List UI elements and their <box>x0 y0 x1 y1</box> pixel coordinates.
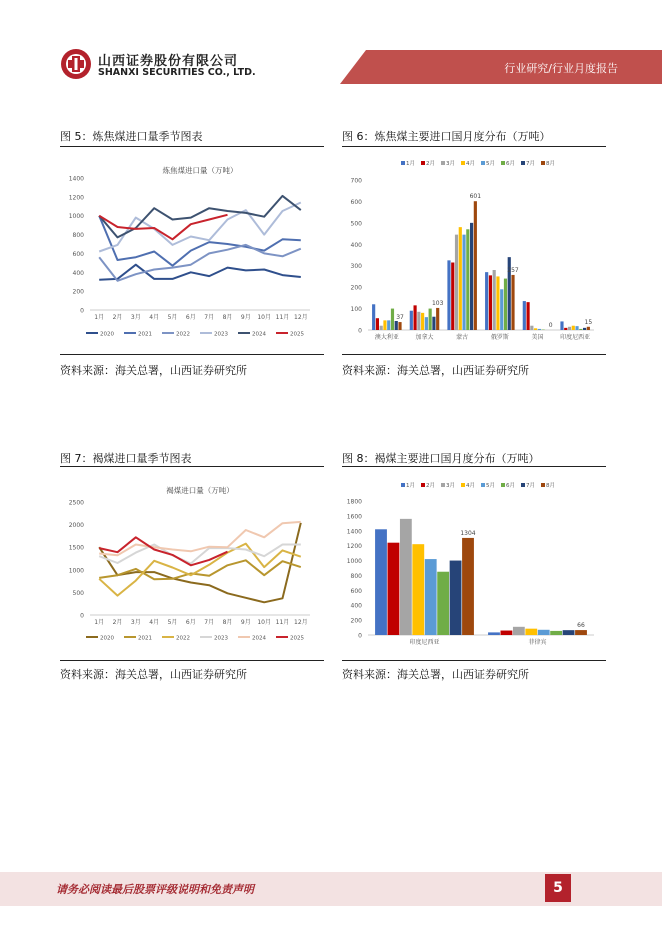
y-tick-label: 200 <box>72 288 84 296</box>
x-tick-label: 加拿大 <box>415 334 434 341</box>
company-name-en: SHANXI SECURITIES CO., LTD. <box>98 67 256 78</box>
series-line-2024 <box>99 196 301 238</box>
x-tick-label: 4月 <box>149 314 160 321</box>
legend-label: 5月 <box>486 161 495 167</box>
legend-label: 2月 <box>426 483 435 489</box>
x-tick-label: 澳大利亚 <box>374 334 399 341</box>
legend-swatch <box>501 483 505 487</box>
bar-2月 <box>414 305 417 330</box>
bar-3月 <box>400 519 412 635</box>
chart-title: 褐煤进口量（万吨） <box>166 486 234 495</box>
x-tick-label: 3月 <box>130 314 141 321</box>
x-tick-label: 1月 <box>94 619 105 626</box>
data-label: 15 <box>584 318 593 326</box>
legend-label: 2021 <box>138 331 152 338</box>
page-number: 5 <box>545 874 571 902</box>
bar-1月 <box>372 304 375 330</box>
x-tick-label: 10月 <box>257 314 271 321</box>
bar-7月 <box>583 328 586 330</box>
bar-2月 <box>451 263 454 331</box>
bar-2月 <box>564 328 567 330</box>
x-tick-label: 7月 <box>204 314 215 321</box>
legend-swatch <box>481 483 485 487</box>
bar-8月 <box>474 201 477 330</box>
divider <box>342 354 606 355</box>
x-tick-label: 12月 <box>294 314 308 321</box>
bar-6月 <box>437 572 449 635</box>
bar-4月 <box>459 227 462 330</box>
data-label: 37 <box>396 314 404 322</box>
y-tick-label: 600 <box>72 250 84 258</box>
figure-caption: 图 7：褐煤进口量季节图表 <box>60 452 192 465</box>
disclaimer-note: 请务必阅读最后股票评级说明和免责声明 <box>56 883 254 896</box>
bar-1月 <box>560 321 563 330</box>
y-tick-label: 1600 <box>346 513 362 521</box>
legend-label: 2025 <box>290 331 304 338</box>
figure-caption: 图 6：炼焦煤主要进口国月度分布（万吨） <box>342 130 551 143</box>
x-tick-label: 俄罗斯 <box>490 334 509 341</box>
bar-3月 <box>417 312 420 330</box>
y-tick-label: 0 <box>80 307 84 315</box>
legend-label: 2024 <box>252 331 266 338</box>
source-note: 资料来源：海关总署，山西证券研究所 <box>342 668 529 681</box>
bar-2月 <box>376 318 379 330</box>
bar-5月 <box>575 326 578 330</box>
bar-7月 <box>432 317 435 330</box>
legend-swatch <box>461 483 465 487</box>
divider <box>60 146 324 147</box>
y-tick-label: 0 <box>358 327 362 335</box>
data-label: 257 <box>507 266 519 274</box>
x-tick-label: 1月 <box>94 314 105 321</box>
source-note: 资料来源：海关总署，山西证券研究所 <box>60 668 247 681</box>
page-header <box>0 0 662 86</box>
bar-6月 <box>550 631 562 635</box>
x-tick-label: 印度尼西亚 <box>409 639 440 646</box>
bar-4月 <box>534 328 537 330</box>
y-tick-label: 500 <box>72 589 84 597</box>
divider <box>60 354 324 355</box>
x-tick-label: 9月 <box>240 619 251 626</box>
data-label: 66 <box>577 622 585 630</box>
y-tick-label: 200 <box>350 284 362 292</box>
data-label: 0 <box>548 322 553 329</box>
legend-swatch <box>421 483 425 487</box>
divider <box>60 466 324 467</box>
bar-8月 <box>462 538 474 635</box>
x-tick-label: 6月 <box>185 314 196 321</box>
legend-label: 2024 <box>252 635 266 642</box>
figure-caption: 图 8：褐煤主要进口国月度分布（万吨） <box>342 452 540 465</box>
y-tick-label: 1500 <box>68 544 84 552</box>
legend-swatch <box>401 483 405 487</box>
coking-coal-origin-chart <box>342 150 606 350</box>
legend-swatch <box>441 483 445 487</box>
x-tick-label: 11月 <box>275 619 290 626</box>
legend-label: 4月 <box>466 483 475 489</box>
legend-swatch <box>521 161 525 165</box>
legend-label: 8月 <box>546 161 555 167</box>
x-tick-label: 4月 <box>149 619 160 626</box>
legend-label: 2021 <box>138 635 152 642</box>
company-name-cn: 山西证券股份有限公司 <box>98 54 239 69</box>
report-type: 行业研究/行业月度报告 <box>504 62 618 75</box>
y-tick-label: 0 <box>80 612 84 620</box>
x-tick-label: 美国 <box>531 334 544 341</box>
x-tick-label: 2月 <box>112 619 123 626</box>
bar-2月 <box>388 543 400 635</box>
bar-4月 <box>572 326 575 330</box>
y-tick-label: 0 <box>358 632 362 640</box>
bar-8月 <box>398 322 401 330</box>
bar-1月 <box>410 311 413 330</box>
x-tick-label: 5月 <box>167 619 178 626</box>
x-tick-label: 5月 <box>167 314 178 321</box>
legend-label: 4月 <box>466 161 475 167</box>
divider <box>60 660 324 661</box>
bar-6月 <box>504 279 507 330</box>
y-tick-label: 2500 <box>68 499 84 507</box>
y-tick-label: 1000 <box>346 558 362 566</box>
legend-label: 1月 <box>406 161 415 167</box>
x-tick-label: 3月 <box>130 619 141 626</box>
x-tick-label: 12月 <box>294 619 308 626</box>
bar-5月 <box>500 289 503 330</box>
series-line-2024 <box>99 522 301 555</box>
figure-5 <box>60 128 324 378</box>
lignite-origin-chart <box>342 470 606 662</box>
bar-6月 <box>466 229 469 330</box>
bar-4月 <box>421 313 424 330</box>
x-tick-label: 6月 <box>185 619 196 626</box>
bar-1月 <box>447 260 450 330</box>
legend-label: 2025 <box>290 635 304 642</box>
y-tick-label: 2000 <box>68 522 84 530</box>
y-tick-label: 700 <box>350 177 362 185</box>
legend-swatch <box>541 161 545 165</box>
y-tick-label: 1200 <box>68 194 84 202</box>
bar-5月 <box>425 559 437 635</box>
x-tick-label: 2月 <box>112 314 123 321</box>
source-note: 资料来源：海关总署，山西证券研究所 <box>60 364 247 377</box>
x-tick-label: 7月 <box>204 619 215 626</box>
source-note: 资料来源：海关总署，山西证券研究所 <box>342 364 529 377</box>
bar-3月 <box>513 627 525 635</box>
figure-6 <box>342 128 606 378</box>
figure-8 <box>342 450 606 690</box>
y-tick-label: 200 <box>350 617 362 625</box>
legend-label: 5月 <box>486 483 495 489</box>
lignite-seasonal-chart <box>60 470 324 662</box>
y-tick-label: 1800 <box>346 498 362 506</box>
bar-1月 <box>488 632 500 635</box>
bar-7月 <box>563 630 575 635</box>
legend-label: 3月 <box>446 161 455 167</box>
y-tick-label: 1400 <box>346 528 362 536</box>
y-tick-label: 600 <box>350 587 362 595</box>
divider <box>342 466 606 467</box>
x-tick-label: 8月 <box>222 619 233 626</box>
bar-4月 <box>496 276 499 330</box>
legend-swatch <box>521 483 525 487</box>
bar-4月 <box>412 544 424 635</box>
legend-label: 2月 <box>426 161 435 167</box>
bar-3月 <box>493 270 496 330</box>
legend-swatch <box>541 483 545 487</box>
bar-7月 <box>395 321 398 330</box>
legend-swatch <box>501 161 505 165</box>
bar-6月 <box>579 329 582 330</box>
x-tick-label: 11月 <box>275 314 290 321</box>
bar-2月 <box>527 302 530 330</box>
x-tick-label: 印度尼西亚 <box>560 334 591 341</box>
legend-swatch <box>421 161 425 165</box>
legend-label: 3月 <box>446 483 455 489</box>
bar-6月 <box>391 309 394 330</box>
legend-swatch <box>481 161 485 165</box>
figure-caption: 图 5：炼焦煤进口量季节图表 <box>60 130 203 143</box>
series-line-2022 <box>99 245 301 281</box>
bar-1月 <box>485 272 488 330</box>
bar-8月 <box>436 308 439 330</box>
divider <box>342 146 606 147</box>
legend-label: 7月 <box>526 161 535 167</box>
company-logo-icon <box>60 48 92 80</box>
chart-title: 炼焦煤进口量（万吨） <box>162 166 238 175</box>
y-tick-label: 400 <box>350 241 362 249</box>
y-tick-label: 1400 <box>68 175 84 183</box>
figure-7 <box>60 450 324 690</box>
legend-label: 6月 <box>506 161 515 167</box>
bar-5月 <box>538 630 550 635</box>
y-tick-label: 600 <box>350 198 362 206</box>
data-label: 103 <box>431 299 444 307</box>
legend-label: 2020 <box>100 635 114 642</box>
y-tick-label: 500 <box>350 220 362 228</box>
coking-coal-seasonal-chart <box>60 150 324 350</box>
bar-1月 <box>375 529 387 635</box>
bar-2月 <box>489 275 492 330</box>
bar-8月 <box>587 327 590 330</box>
y-tick-label: 800 <box>350 572 362 580</box>
bar-5月 <box>387 320 390 330</box>
bar-8月 <box>511 275 514 330</box>
y-tick-label: 1000 <box>68 213 84 221</box>
legend-label: 2022 <box>176 635 190 642</box>
bar-4月 <box>383 320 386 330</box>
bar-3月 <box>530 326 533 330</box>
y-tick-label: 400 <box>72 269 84 277</box>
legend-swatch <box>401 161 405 165</box>
bar-5月 <box>425 317 428 330</box>
bar-7月 <box>450 561 462 635</box>
x-tick-label: 10月 <box>257 619 271 626</box>
legend-swatch <box>461 161 465 165</box>
legend-label: 8月 <box>546 483 555 489</box>
legend-label: 2022 <box>176 331 190 338</box>
y-tick-label: 800 <box>72 232 84 240</box>
bar-5月 <box>462 235 465 330</box>
bar-3月 <box>380 326 383 330</box>
bar-3月 <box>568 327 571 330</box>
x-tick-label: 蒙古 <box>456 334 469 341</box>
divider <box>342 660 606 661</box>
bar-8月 <box>575 630 587 635</box>
y-tick-label: 400 <box>350 602 362 610</box>
x-tick-label: 8月 <box>222 314 233 321</box>
bar-7月 <box>470 223 473 330</box>
legend-label: 7月 <box>526 483 535 489</box>
legend-label: 2023 <box>214 331 228 338</box>
legend-label: 2020 <box>100 331 114 338</box>
y-tick-label: 1000 <box>68 567 84 575</box>
legend-label: 6月 <box>506 483 515 489</box>
data-label: 601 <box>469 193 482 201</box>
series-line-2025 <box>99 537 227 565</box>
data-label: 1304 <box>460 529 476 537</box>
bar-4月 <box>525 629 537 635</box>
y-tick-label: 300 <box>350 263 362 271</box>
legend-swatch <box>441 161 445 165</box>
bar-6月 <box>429 309 432 330</box>
y-tick-label: 100 <box>350 306 362 314</box>
bar-3月 <box>455 235 458 330</box>
y-tick-label: 1200 <box>346 543 362 551</box>
x-tick-label: 菲律宾 <box>528 639 547 646</box>
bar-5月 <box>538 329 541 330</box>
bar-1月 <box>523 301 526 330</box>
bar-2月 <box>501 631 513 635</box>
legend-label: 1月 <box>406 483 415 489</box>
legend-label: 2023 <box>214 635 228 642</box>
x-tick-label: 9月 <box>240 314 251 321</box>
